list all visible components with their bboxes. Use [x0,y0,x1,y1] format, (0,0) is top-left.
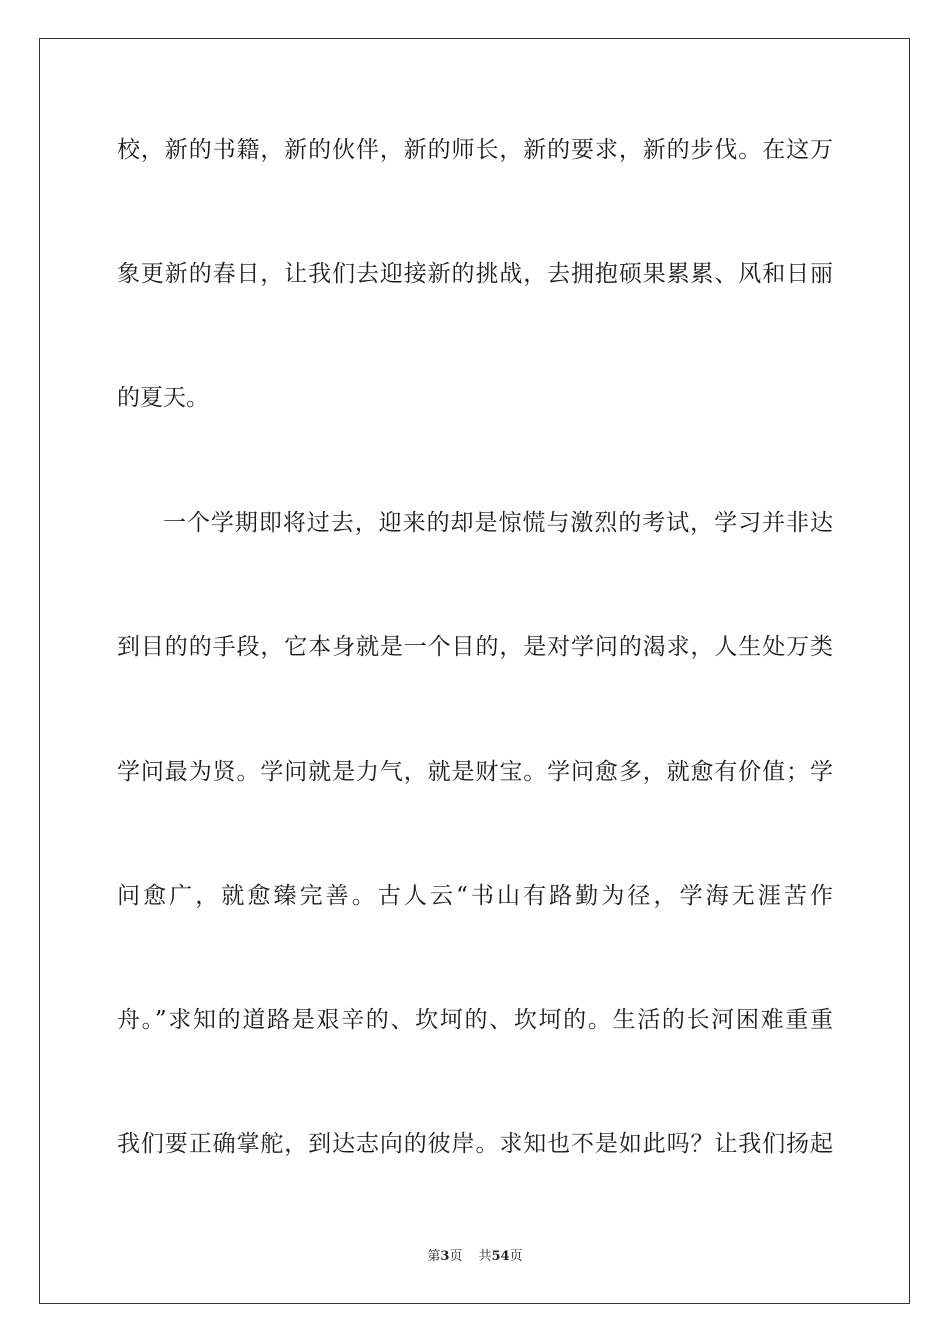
footer-page-prefix: 第 [427,1249,441,1264]
body-text-line: 象更新的春日，让我们去迎接新的挑战，去拥抱硕果累累、风和日丽 [117,261,833,287]
body-text-line: 一个学期即将过去，迎来的却是惊慌与激烈的考试，学习并非达 [163,510,833,536]
body-text-line: 到目的的手段，它本身就是一个目的，是对学问的渴求，人生处万类 [117,634,833,660]
body-text-line: 舟。”求知的道路是艰辛的、坎坷的、坎坷的。生活的长河困难重重 [117,1007,833,1033]
body-text-line: 问愈广，就愈臻完善。古人云“书山有路勤为径，学海无涯苦作 [117,883,833,909]
page-footer [0,1248,950,1266]
footer-total-prefix: 共 [478,1249,492,1264]
body-text-line: 学问最为贤。学问就是力气，就是财宝。学问愈多，就愈有价值；学 [117,759,833,785]
body-text-line: 我们要正确掌舵，到达志向的彼岸。求知也不是如此吗？让我们扬起 [117,1131,833,1157]
footer-total-pages: 54 [491,1249,510,1264]
page-border [39,38,910,1304]
footer-page-number: 3 [440,1249,450,1264]
body-text-line: 校，新的书籍，新的伙伴，新的师长，新的要求，新的步伐。在这万 [117,137,833,163]
body-text-line: 的夏天。 [117,385,209,411]
footer-total-suffix: 页 [509,1249,523,1264]
footer-page-suffix: 页 [449,1249,463,1264]
